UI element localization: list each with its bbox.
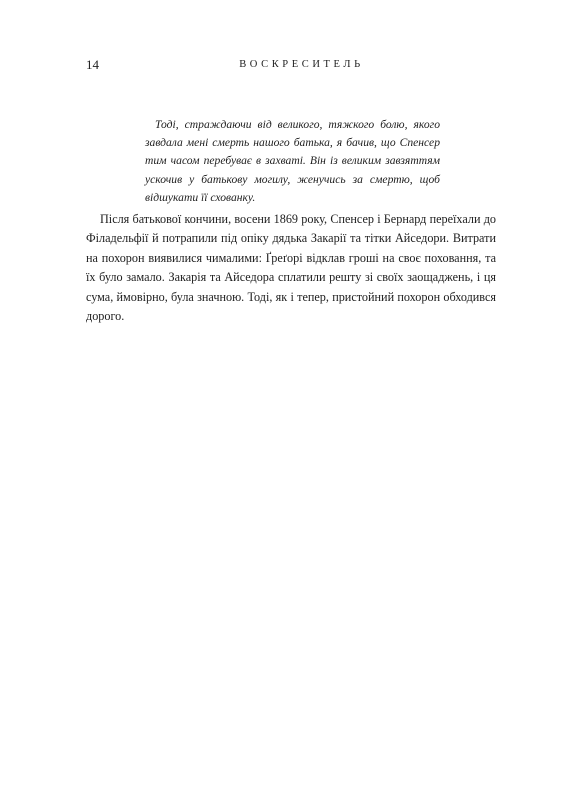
epigraph-quote: Тоді, страждаючи від великого, тяжкого болю, якого завдала мені смерть нашого батька, я бачив, що Спенсер тим часом перебуває в захваті. Він із великим завзяттям ускочив у батькову могилу, женучись за смертю, щоб відшукати її схованку. <box>145 118 440 204</box>
page-number: 14 <box>86 57 99 72</box>
running-head-title: ВОСКРЕСИТЕЛЬ <box>239 59 364 70</box>
body-paragraph: Після батькової кончини, восени 1869 року, Спенсер і Бернард переїхали до Філадельфії й потрапили під опіку дядька Закарії та тітки Айседори. Витрати на похорон виявилися чималими: Ґреґорі відклав гроші на своє поховання, та їх було замало. Закарія та Айседора сплатили решту зі своїх заощаджень, і ця сума, ймовірно, була значною. Тоді, як і тепер, пристойний похорон обходився дорого. <box>86 212 496 324</box>
